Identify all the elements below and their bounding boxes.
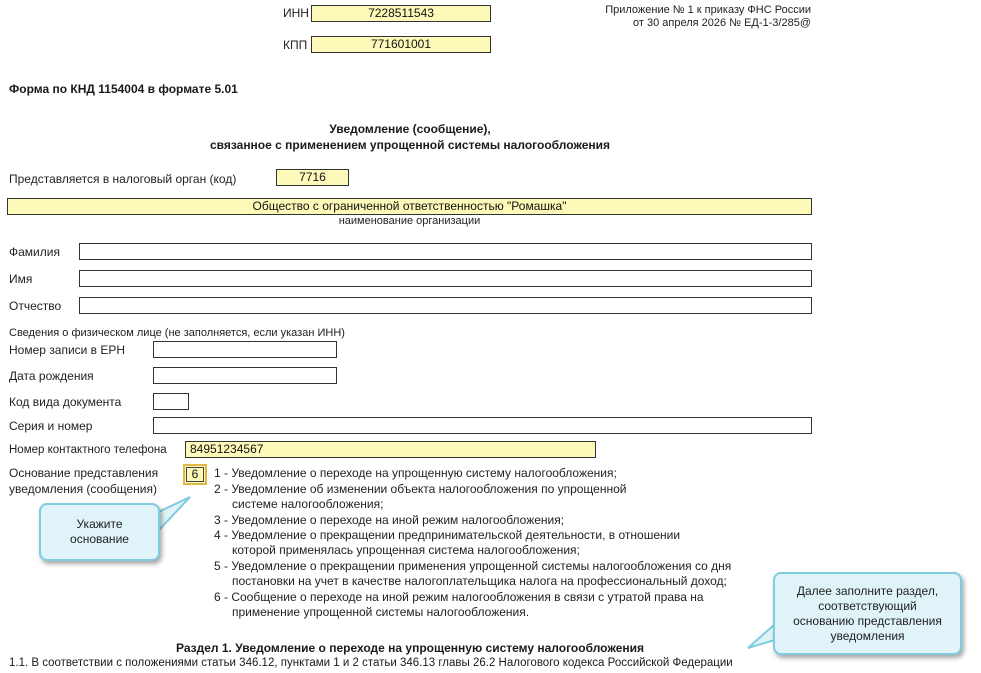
basis-option-5: 5 - Уведомление о прекращении применения упрощенной системы налогообложения со дня	[214, 559, 732, 573]
callout-left-line1: Укажите	[76, 517, 123, 531]
ern-field[interactable]	[153, 341, 337, 358]
organization-name-field[interactable]: Общество с ограниченной ответственностью "Ромашка"	[7, 198, 812, 215]
name-label: Имя	[9, 272, 33, 286]
tax-authority-field[interactable]: 7716	[276, 169, 349, 186]
birth-date-label: Дата рождения	[9, 369, 94, 383]
form-code: Форма по КНД 1154004 в формате 5.01	[9, 82, 238, 96]
basis-option-4-cont: которой применялась упрощенная система налогообложения;	[232, 543, 580, 557]
basis-option-6: 6 - Сообщение о переходе на иной режим налогообложения в связи с утратой права на	[214, 590, 704, 604]
callout-right-line3: основанию представления	[793, 613, 942, 628]
inn-field[interactable]: 7228511543	[311, 5, 491, 22]
surname-label: Фамилия	[9, 245, 60, 259]
order-note	[605, 4, 811, 30]
basis-option-3: 3 - Уведомление о переходе на иной режим налогообложения;	[214, 513, 565, 527]
callout-right-line2: соответствующий	[818, 598, 917, 613]
series-number-field[interactable]	[153, 417, 812, 434]
series-number-label: Серия и номер	[9, 419, 93, 433]
order-note-line1: Приложение № 1 к приказу ФНС России	[605, 4, 811, 16]
basis-code-field[interactable]: 6	[183, 464, 207, 485]
basis-option-4: 4 - Уведомление о прекращении предпринимательской деятельности, в отношении	[214, 528, 681, 542]
callout-left-line2: основание	[70, 532, 129, 546]
section1-title: Раздел 1. Уведомление о переходе на упрощенную систему налогообложения	[175, 641, 644, 655]
basis-label-line1: Основание представления	[9, 466, 159, 480]
basis-option-1: 1 - Уведомление о переходе на упрощенную систему налогообложения;	[214, 466, 617, 480]
birth-date-field[interactable]	[153, 367, 337, 384]
name-field[interactable]	[79, 270, 812, 287]
surname-field[interactable]	[79, 243, 812, 260]
form-title-line2: связанное с применением упрощенной системы налогообложения	[209, 138, 611, 152]
doc-type-field[interactable]	[153, 393, 189, 410]
kpp-field[interactable]: 771601001	[311, 36, 491, 53]
person-info-label: Сведения о физическом лице (не заполняется, если указан ИНН)	[9, 327, 345, 339]
basis-label-line2: уведомления (сообщения)	[9, 482, 158, 496]
inn-label: ИНН	[283, 6, 309, 20]
callout-right-line1: Далее заполните раздел,	[796, 583, 939, 598]
doc-type-label: Код вида документа	[9, 395, 122, 409]
phone-field[interactable]: 84951234567	[185, 441, 596, 458]
ern-label: Номер записи в ЕРН	[9, 343, 126, 357]
basis-option-2-cont: системе налогообложения;	[232, 497, 384, 511]
tax-authority-label: Представляется в налоговый орган (код)	[9, 172, 237, 186]
patronymic-label: Отчество	[9, 299, 62, 313]
basis-option-6-cont: применение упрощенной системы налогообложения.	[232, 605, 530, 619]
patronymic-field[interactable]	[79, 297, 812, 314]
callout-right-line4: уведомления	[830, 628, 905, 643]
phone-label: Номер контактного телефона	[9, 444, 167, 456]
basis-option-2: 2 - Уведомление об изменении объекта налогообложения по упрощенной	[214, 482, 627, 496]
organization-caption: наименование организации	[338, 215, 481, 227]
basis-option-5-cont: постановки на учет в качестве налогоплательщика налога на профессиональный доход;	[232, 574, 727, 588]
callout-specify-basis	[39, 503, 160, 561]
section1-line1: 1.1. В соответствии с положениями статьи 346.12, пунктами 1 и 2 статьи 346.13 главы 26.2 Налогового кодекса Российской Федерации	[9, 657, 733, 669]
kpp-label: КПП	[283, 38, 308, 52]
form-title-line1: Уведомление (сообщение),	[329, 122, 491, 136]
order-note-line2: от 30 апреля 2026 № ЕД-1-3/285@	[633, 17, 811, 29]
